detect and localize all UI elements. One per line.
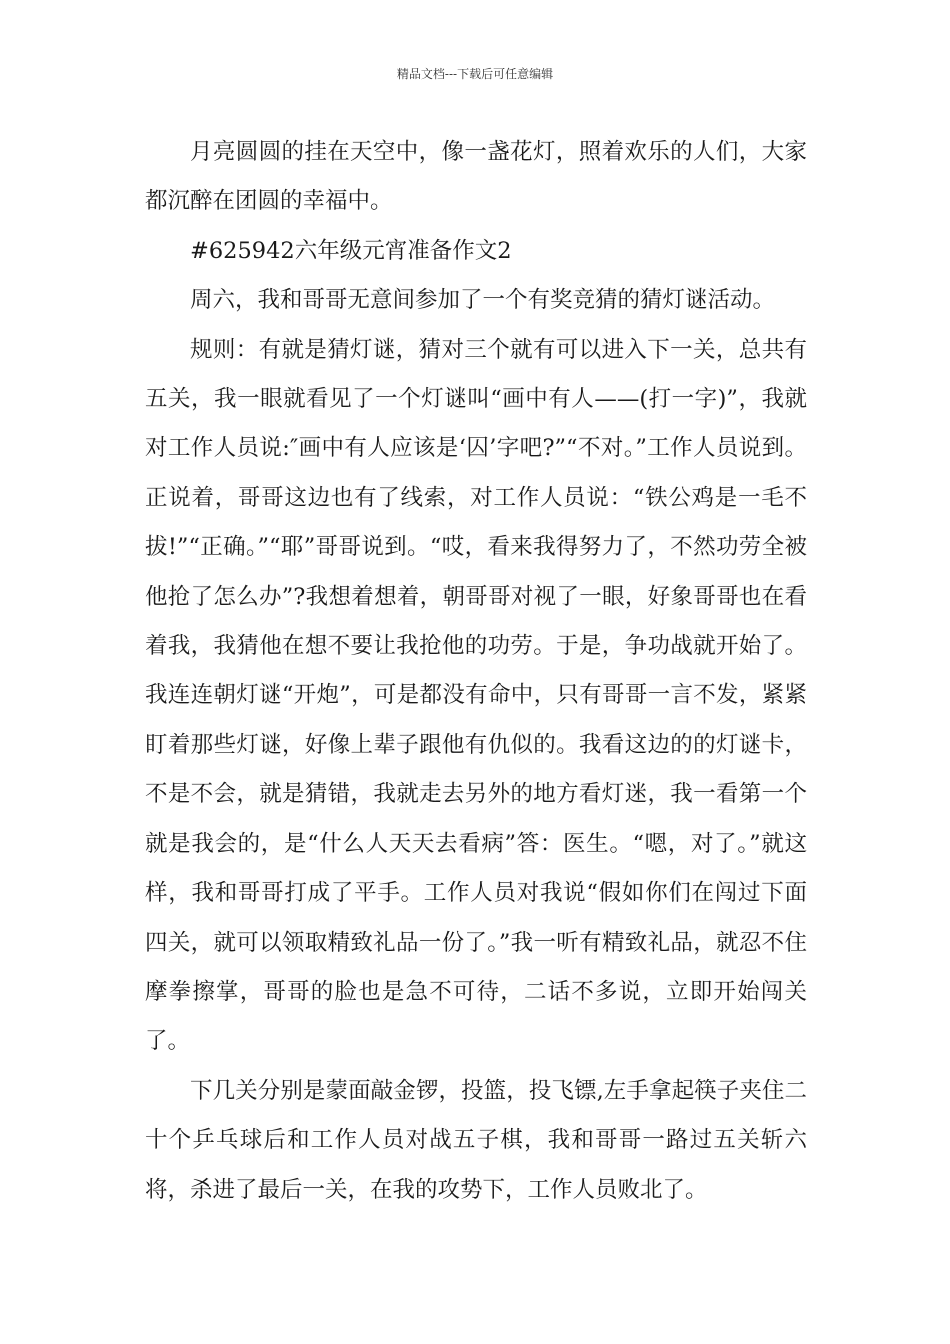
- paragraph-1: 月亮圆圆的挂在天空中，像一盏花灯，照着欢乐的人们，大家都沉醉在团圆的幸福中。: [145, 139, 807, 215]
- document-body: [145, 128, 807, 1215]
- paragraph-3: 周六，我和哥哥无意间参加了一个有奖竞猜的猜灯谜活动。: [190, 287, 776, 314]
- paragraph-4: 规则：有就是猜灯谜，猜对三个就有可以进入下一关，总共有五关，我一眼就看见了一个灯谜叫“画中有人——(打一字)”，我就对工作人员说:″画中有人应该是‘囚’字吧?”“不对。”工作人员说到。正说着，哥哥这边也有了线索，对工作人员说：“铁公鸡是一毛不拔!”“正确。”“耶”哥哥说到。“哎，看来我得努力了，不然功劳全被他抢了怎么办”?我想着想着，朝哥哥对视了一眼，好象哥哥也在看着我，我猜他在想不要让我抢他的功劳。于是，争功战就开始了。我连连朝灯谜“开炮”，可是都没有命中，只有哥哥一言不发，紧紧盯着那些灯谜，好像上辈子跟他有仇似的。我看这边的的灯谜卡，不是不会，就是猜错，我就走去另外的地方看灯迷，我一看第一个就是我会的，是“什么人天天去看病”答：医生。“嗯，对了。”就这样，我和哥哥打成了平手。工作人员对我说“假如你们在闯过下面四关，就可以领取精致礼品一份了。”我一听有精致礼品，就忍不住摩拳擦掌，哥哥的脸也是急不可待，二话不多说，立即开始闯关了。: [145, 336, 807, 1055]
- page-header: 精品文档---下载后可任意编辑: [396, 67, 554, 81]
- paragraph-5: 下几关分别是蒙面敲金锣，投篮，投飞镖,左手拿起筷子夹住二十个乒乓球后和工作人员对战五子棋，我和哥哥一路过五关斩六将，杀进了最后一关，在我的攻势下，工作人员败北了。: [145, 1077, 807, 1203]
- paragraph-2-heading: #625942六年级元宵准备作文2: [190, 237, 512, 264]
